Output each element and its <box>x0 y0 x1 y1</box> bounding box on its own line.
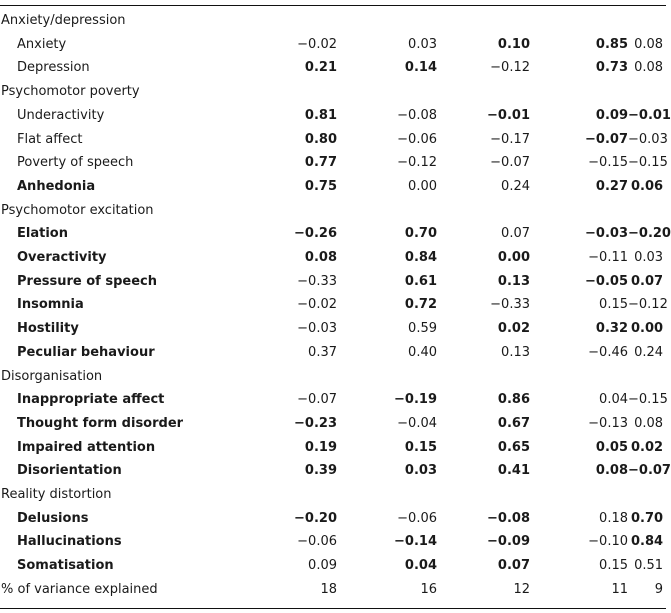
loading-cell: 0.70 <box>631 510 664 526</box>
row-label: Delusions <box>17 510 89 526</box>
loading-cell: 0.04 <box>404 558 437 574</box>
loading-cell: −0.05 <box>585 273 628 289</box>
variance-cell: 16 <box>420 581 437 597</box>
row-label: Poverty of speech <box>17 155 134 171</box>
loading-cell: −0.09 <box>487 534 530 550</box>
loading-cell: 0.77 <box>304 155 337 171</box>
table-row <box>0 175 666 199</box>
row-label: Anxiety <box>17 36 67 52</box>
table-row <box>0 246 666 270</box>
loading-cell: 0.73 <box>595 60 628 76</box>
loading-cell: −0.07 <box>585 131 628 147</box>
loading-cell: −0.02 <box>297 36 337 52</box>
loading-cell: −0.15 <box>588 155 628 171</box>
table-row <box>0 317 666 341</box>
row-label: Inappropriate affect <box>17 392 165 408</box>
loading-cell: −0.07 <box>297 392 337 408</box>
loading-cell: 0.24 <box>501 178 530 194</box>
row-label: Peculiar behaviour <box>17 344 155 360</box>
table-row <box>0 412 666 436</box>
variance-cell: 18 <box>320 581 337 597</box>
table-row <box>0 459 666 483</box>
group-title: Psychomotor excitation <box>1 202 154 218</box>
loading-cell: 0.09 <box>308 558 337 574</box>
group-title: Disorganisation <box>1 368 103 384</box>
row-label: Overactivity <box>17 250 107 266</box>
loading-cell: 0.08 <box>634 36 664 52</box>
bottom-rule <box>0 608 666 609</box>
loading-cell: −0.03 <box>628 131 668 147</box>
loading-cell: 0.39 <box>304 463 337 479</box>
loading-cell: 0.10 <box>497 36 530 52</box>
loading-cell: −0.02 <box>297 297 337 313</box>
loading-cell: 0.15 <box>599 297 628 313</box>
group-title: Anxiety/depression <box>1 13 126 28</box>
loading-cell: 0.70 <box>404 226 437 242</box>
loading-cell: 0.40 <box>408 344 437 360</box>
loading-cell: 0.84 <box>404 250 437 266</box>
table-row <box>0 222 666 246</box>
loading-cell: 0.15 <box>599 558 628 574</box>
variance-cell: 11 <box>611 581 628 597</box>
loading-cell: 0.84 <box>631 534 664 550</box>
loading-cell: −0.20 <box>628 226 671 242</box>
row-label: Flat affect <box>17 131 83 147</box>
loading-cell: 0.13 <box>497 273 530 289</box>
loading-cell: 0.41 <box>497 463 530 479</box>
variance-cell: 9 <box>654 581 664 597</box>
loading-cell: 0.15 <box>404 439 437 455</box>
table-row <box>0 507 666 531</box>
group-header-row <box>0 9 666 33</box>
row-label: Depression <box>17 60 90 76</box>
loading-cell: 0.06 <box>631 178 664 194</box>
loading-cell: 0.27 <box>595 178 628 194</box>
factor-loadings-table <box>0 9 671 602</box>
variance-label: % of variance explained <box>1 581 158 597</box>
loading-cell: −0.03 <box>297 321 337 337</box>
loading-cell: 0.02 <box>497 321 530 337</box>
loading-cell: 0.67 <box>497 415 530 431</box>
table-row <box>0 151 666 175</box>
table-row <box>0 128 666 152</box>
loading-cell: −0.10 <box>588 534 628 550</box>
loading-cell: 0.00 <box>497 250 530 266</box>
group-header-row <box>0 365 666 389</box>
loading-cell: −0.17 <box>490 131 530 147</box>
loading-cell: −0.06 <box>397 510 437 526</box>
variance-footer-row <box>0 578 666 602</box>
loading-cell: 0.08 <box>634 60 664 76</box>
loading-cell: −0.15 <box>628 392 668 408</box>
loading-cell: 0.00 <box>408 178 437 194</box>
loading-cell: −0.08 <box>397 107 437 123</box>
loading-cell: −0.33 <box>490 297 530 313</box>
loading-cell: −0.06 <box>297 534 337 550</box>
table-row <box>0 341 666 365</box>
loading-cell: 0.07 <box>631 273 664 289</box>
loading-cell: −0.08 <box>487 510 530 526</box>
loading-cell: −0.13 <box>588 415 628 431</box>
table-row <box>0 56 666 80</box>
loading-cell: −0.04 <box>397 415 437 431</box>
table-row <box>0 270 666 294</box>
loading-cell: −0.07 <box>490 155 530 171</box>
loading-cell: 0.08 <box>595 463 628 479</box>
table-row <box>0 104 666 128</box>
row-label: Pressure of speech <box>17 273 157 289</box>
loading-cell: 0.21 <box>304 60 337 76</box>
loading-cell: 0.02 <box>631 439 664 455</box>
table-row <box>0 33 666 57</box>
loading-cell: 0.59 <box>408 321 437 337</box>
loading-cell: 0.00 <box>631 321 664 337</box>
row-label: Elation <box>17 226 68 242</box>
row-label: Impaired attention <box>17 439 156 455</box>
loading-cell: 0.24 <box>634 344 664 360</box>
loading-cell: −0.11 <box>588 250 628 266</box>
loading-cell: −0.06 <box>397 131 437 147</box>
loading-cell: −0.03 <box>585 226 628 242</box>
table-row <box>0 436 666 460</box>
loading-cell: 0.07 <box>501 226 530 242</box>
loading-cell: 0.32 <box>595 321 628 337</box>
group-header-row <box>0 483 666 507</box>
loading-cell: 0.14 <box>404 60 437 76</box>
loading-cell: −0.14 <box>394 534 437 550</box>
loading-cell: 0.65 <box>497 439 530 455</box>
row-label: Insomnia <box>17 297 84 313</box>
loading-cell: 0.03 <box>404 463 437 479</box>
loading-cell: −0.33 <box>297 273 337 289</box>
row-label: Disorientation <box>17 463 122 479</box>
loading-cell: −0.01 <box>628 107 671 123</box>
loading-cell: 0.09 <box>595 107 628 123</box>
row-label: Thought form disorder <box>17 415 184 431</box>
table-row <box>0 554 666 578</box>
group-title: Psychomotor poverty <box>1 84 140 100</box>
loading-cell: 0.18 <box>599 510 628 526</box>
loading-cell: 0.08 <box>634 415 664 431</box>
loading-cell: −0.26 <box>294 226 337 242</box>
row-label: Underactivity <box>17 107 105 123</box>
loading-cell: 0.81 <box>304 107 337 123</box>
loading-cell: 0.07 <box>497 558 530 574</box>
row-label: Anhedonia <box>17 178 96 194</box>
loading-cell: −0.20 <box>294 510 337 526</box>
loading-cell: 0.05 <box>595 439 628 455</box>
table-row <box>0 530 666 554</box>
loading-cell: −0.46 <box>588 344 628 360</box>
group-header-row <box>0 199 666 223</box>
loading-cell: 0.37 <box>308 344 337 360</box>
table-body <box>0 9 671 602</box>
loading-cell: 0.51 <box>634 558 664 574</box>
loading-cell: 0.04 <box>599 392 628 408</box>
loading-cell: 0.86 <box>497 392 530 408</box>
loading-cell: 0.19 <box>304 439 337 455</box>
top-rule <box>0 5 666 6</box>
loading-cell: −0.07 <box>628 463 671 479</box>
loading-cell: 0.03 <box>408 36 437 52</box>
loading-cell: −0.12 <box>397 155 437 171</box>
group-title: Reality distortion <box>1 487 112 503</box>
loading-cell: −0.12 <box>628 297 668 313</box>
group-header-row <box>0 80 666 104</box>
loading-cell: −0.23 <box>294 415 337 431</box>
loading-cell: 0.85 <box>595 36 628 52</box>
table-row <box>0 388 666 412</box>
loading-cell: 0.75 <box>304 178 337 194</box>
row-label: Hallucinations <box>17 534 122 550</box>
loading-cell: −0.15 <box>628 155 668 171</box>
loading-cell: −0.19 <box>394 392 437 408</box>
loading-cell: 0.08 <box>304 250 337 266</box>
loading-cell: −0.12 <box>490 60 530 76</box>
loading-cell: 0.13 <box>501 344 530 360</box>
table-row <box>0 293 666 317</box>
loading-cell: 0.80 <box>304 131 337 147</box>
loading-cell: −0.01 <box>487 107 530 123</box>
row-label: Somatisation <box>17 558 114 574</box>
loading-cell: 0.72 <box>404 297 437 313</box>
loading-cell: 0.03 <box>634 250 664 266</box>
row-label: Hostility <box>17 321 79 337</box>
variance-cell: 12 <box>513 581 530 597</box>
loading-cell: 0.61 <box>404 273 437 289</box>
